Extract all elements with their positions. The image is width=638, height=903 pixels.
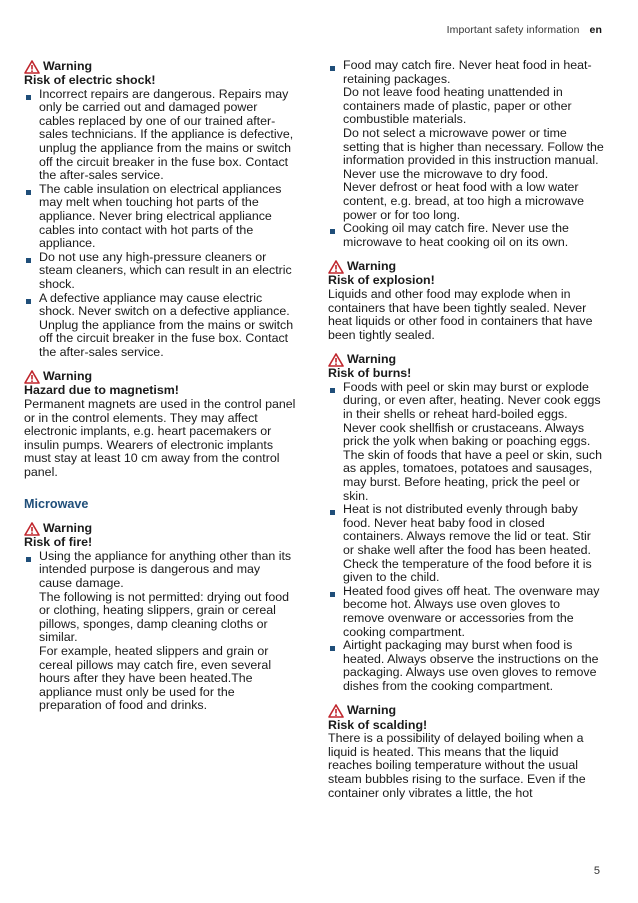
warning-heading — [24, 369, 296, 384]
bullet-list — [328, 59, 604, 249]
warning-heading — [328, 352, 604, 367]
list-item-text: Never defrost or heat food with a low water content, e.g. bread, at too high a microwave power or for too long. — [343, 180, 585, 222]
warning-fire — [24, 521, 296, 713]
warning-triangle-icon — [24, 522, 40, 536]
warning-electric-shock — [24, 59, 296, 359]
warning-burns — [328, 352, 604, 693]
warning-label: Warning — [347, 703, 397, 718]
warning-magnetism — [24, 369, 296, 479]
bullet-list — [24, 550, 296, 713]
risk-title: Risk of burns! — [328, 366, 412, 381]
language-code: en — [589, 24, 602, 36]
warning-triangle-icon — [24, 60, 40, 74]
list-item: Cooking oil may catch fire. Never use the microwave to heat cooking oil on its own. — [328, 222, 604, 249]
list-item — [328, 59, 604, 222]
list-item-text: Food may catch fire. Never heat food in heat-retaining packages. — [343, 58, 592, 86]
risk-title: Risk of fire! — [24, 535, 93, 550]
warning-heading — [24, 521, 296, 536]
warning-heading — [328, 704, 604, 719]
risk-title: Hazard due to magnetism! — [24, 383, 179, 398]
risk-title: Risk of explosion! — [328, 273, 435, 288]
warning-label: Warning — [43, 369, 93, 384]
list-item: A defective appliance may cause electric shock. Never switch on a defective appliance. Unplug the appliance from the mains or switch off the circuit breaker in the fuse box. Contact the after-sales service. — [24, 292, 296, 360]
page-header — [447, 24, 602, 36]
fire-continued — [328, 59, 604, 249]
warning-heading — [24, 59, 296, 74]
list-item: Heated food gives off heat. The ovenware may become hot. Always use oven gloves to remove ovenware or accessories from the cooking compartment. — [328, 585, 604, 639]
bullet-list — [24, 88, 296, 360]
warning-heading — [328, 259, 604, 274]
right-column — [328, 59, 604, 810]
list-item-text: The following is not permitted: drying out food or clothing, heating slippers, grain or cereal pillows, sponges, damp cleaning cloths or similar. — [39, 589, 290, 645]
warning-triangle-icon — [328, 704, 344, 718]
warning-label: Warning — [43, 520, 93, 535]
header-title: Important safety information — [446, 24, 580, 36]
list-item: Airtight packaging may burst when food is heated. Always observe the instructions on the packaging. Always use oven gloves to remove dishes from the cooking compartment. — [328, 639, 604, 693]
list-item-text: Do not leave food heating unattended in containers made of plastic, paper or other combustible materials. — [343, 85, 572, 127]
list-item-text: Using the appliance for anything other than its intended purpose is dangerous and may cause damage. — [39, 548, 292, 590]
list-item: Do not use any high-pressure cleaners or steam cleaners, which can result in an electric shock. — [24, 251, 296, 292]
list-item: Foods with peel or skin may burst or explode during, or even after, heating. Never cook eggs in their shells or reheat hard-boiled eggs. Never cook shellfish or crustaceans. Always prick the yolk when baking or poaching eggs. The skin of foods that have a peel or skin, such as apples, tomatoes, potatoes and sausages, may burst. Before heating, prick the peel or skin. — [328, 381, 604, 503]
list-item-text: Never use the microwave to dry food. — [343, 166, 549, 181]
list-item-text: Do not select a microwave power or time setting that is higher than necessary. Follow the information provided in this instruction manual. — [343, 125, 604, 168]
risk-title: Risk of electric shock! — [24, 73, 156, 87]
page-number: 5 — [593, 865, 600, 877]
bullet-list — [328, 381, 604, 694]
warning-explosion — [328, 259, 604, 342]
warning-triangle-icon — [328, 353, 344, 367]
warning-triangle-icon — [328, 260, 344, 274]
warning-triangle-icon — [24, 370, 40, 384]
warning-text: Liquids and other food may explode when in containers that have been tightly sealed. Never heat liquids or other food in containers that have been tightly sealed. — [328, 286, 593, 342]
list-item — [24, 550, 296, 713]
warning-scalding — [328, 704, 604, 801]
list-item: The cable insulation on electrical appliances may melt when touching hot parts of the appliance. Never bring electrical appliance cables into contact with hot parts of the appliance. — [24, 183, 296, 251]
warning-text: Permanent magnets are used in the control panel or in the control elements. They may affect electronic implants, e.g. heart pacemakers or insulin pumps. Wearers of electronic implants must stay at least 10 cm away from the control panel. — [24, 397, 296, 480]
warning-text: There is a possibility of delayed boiling when a liquid is heated. This means that the liquid reaches boiling temperature without the usual steam bubbles rising to the surface. Even if the container only vibrates a little, the hot — [328, 731, 586, 800]
warning-label: Warning — [347, 259, 397, 274]
list-item: Incorrect repairs are dangerous. Repairs may only be carried out and damaged power cables replaced by one of our trained after-sales technicians. If the appliance is defective, unplug the appliance from the mains or switch off the circuit breaker in the fuse box. Contact the after-sales service. — [24, 88, 296, 183]
list-item: Heat is not distributed evenly through baby food. Never heat baby food in closed containers. Always remove the lid or teat. Stir or shake well after the food has been heated. Check the temperature of the food before it is given to the child. — [328, 503, 604, 585]
warning-label: Warning — [347, 351, 397, 366]
left-column — [24, 59, 296, 723]
section-heading: Microwave — [24, 496, 89, 511]
warning-label: Warning — [43, 58, 93, 73]
risk-title: Risk of scalding! — [328, 717, 428, 732]
list-item-text: For example, heated slippers and grain or cereal pillows may catch fire, even several hours after they have been heated.The appliance must only be used for the preparation of food and drinks. — [39, 643, 272, 713]
